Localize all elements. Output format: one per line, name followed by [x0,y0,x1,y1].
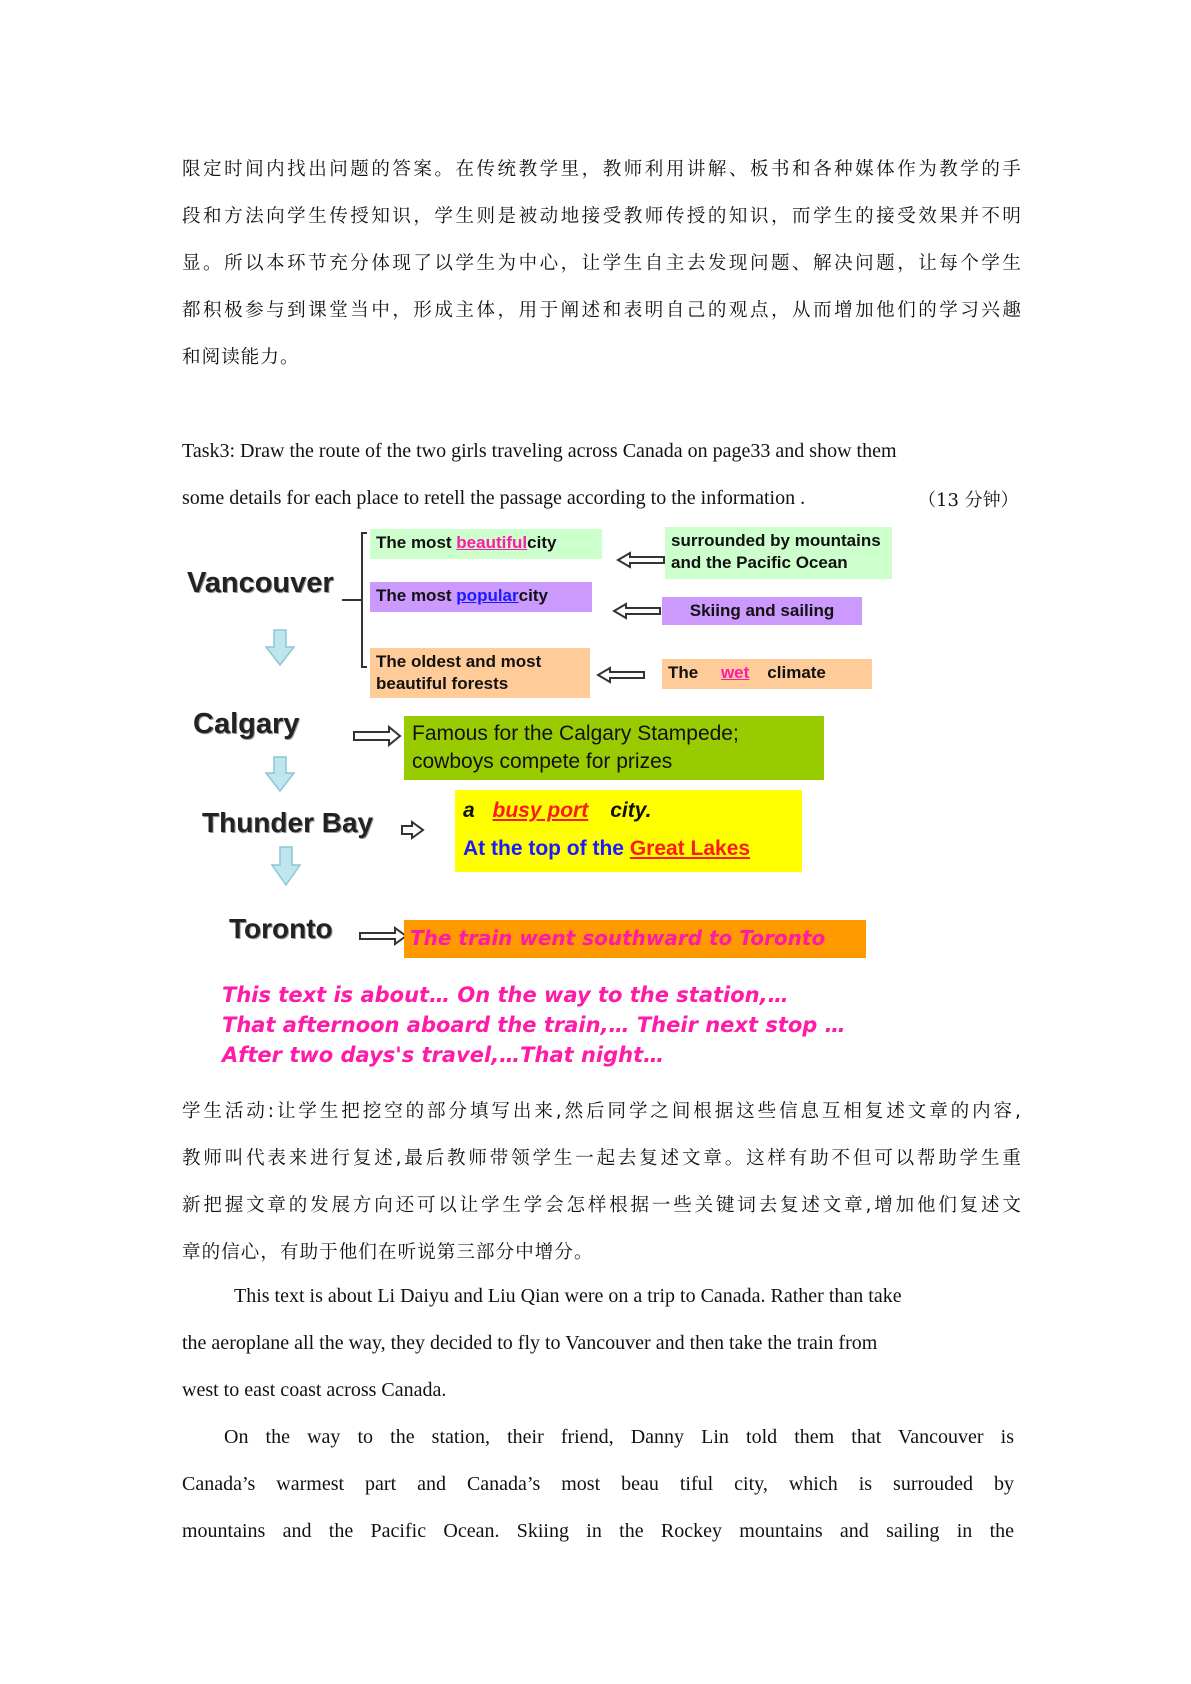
city-toronto: Toronto [229,913,333,944]
task-time: （13 分钟） [918,490,1019,511]
blank-beautiful: beautiful [456,533,528,552]
box-calgary: Famous for the Calgary Stampede; cowboys compete for prizes [404,716,824,780]
box-toronto: The train went southward to Toronto [404,920,866,958]
activity-line: 学生活动:让学生把挖空的部分填写出来,然后同学之间根据这些信息互相复述文章的内容, [182,1101,1022,1122]
blank-great-lakes: Great Lakes [629,837,751,860]
passage-line: mountains and the Pacific Ocean. Skiing in the Rockey mountains and sailing in the [182,1520,1014,1542]
route-diagram [182,525,902,1080]
passage-line: On the way to the station, their friend, Danny Lin told them that Vancouver is [224,1426,1014,1448]
tb-prefix-2: At the top of the [463,837,630,860]
tb-suffix-1: city. [610,799,652,822]
blank-popular: popular [456,586,519,605]
box-climate [662,659,872,689]
passage-line: This text is about Li Daiyu and Liu Qian were on a trip to Canada. Rather than take [234,1285,902,1307]
passage-line: the aeroplane all the way, they decided to fly to Vancouver and then take the train from [182,1332,878,1354]
box-suffix: city [527,533,557,552]
activity-line: 新把握文章的发展方向还可以让学生学会怎样根据一些关键词去复述文章,增加他们复述文 [182,1195,1022,1216]
box-thunder-bay [455,790,802,872]
activity-line: 章的信心，有助于他们在听说第三部分中增分。 [182,1242,594,1263]
box-suffix: city [518,586,548,605]
blank-busy-port: busy port [492,799,589,822]
summary-text: This text is about… On the way to the station,… That afternoon aboard the train,… Their next stop … After two days's travel,…That night… [222,983,846,1067]
city-thunder-bay: Thunder Bay [202,807,374,838]
intro-line: 段和方法向学生传授知识，学生则是被动地接受教师传授的知识，而学生的接受效果并不明 [182,206,1022,227]
city-vancouver: Vancouver [187,567,334,599]
tb-prefix-1: a [463,799,481,822]
blank-wet: wet [720,663,750,682]
city-calgary: Calgary [193,708,300,740]
intro-line: 和阅读能力。 [182,347,300,368]
activity-line: 教师叫代表来进行复述,最后教师带领学生一起去复述文章。这样有助不但可以帮助学生重 [182,1148,1022,1169]
task-line-1: Task3: Draw the route of the two girls traveling across Canada on page33 and show them [182,440,897,462]
box-most-beautiful [370,529,602,559]
thunder-bay-line-2 [463,830,794,868]
intro-line: 限定时间内找出问题的答案。在传统教学里，教师利用讲解、板书和各种媒体作为教学的手 [182,159,1022,180]
box-prefix: The [668,663,703,682]
box-prefix: The most [376,586,457,605]
box-oldest-forests: The oldest and most beautiful forests [370,648,590,698]
task-line-2: some details for each place to retell the passage according to the information . [182,487,806,509]
box-suffix: climate [767,663,826,682]
passage-line: Canada’s warmest part and Canada’s most beau tiful city, which is surrouded by [182,1473,1014,1495]
box-surrounded: surrounded by mountains and the Pacific Ocean [665,527,892,579]
intro-line: 都积极参与到课堂当中，形成主体，用于阐述和表明自己的观点，从而增加他们的学习兴趣 [182,300,1022,321]
passage-line: west to east coast across Canada. [182,1379,447,1401]
box-prefix: The most [376,533,457,552]
intro-line: 显。所以本环节充分体现了以学生为中心，让学生自主去发现问题、解决问题，让每个学生 [182,253,1022,274]
box-most-popular [370,582,592,612]
thunder-bay-line-1 [463,792,794,830]
box-skiing-sailing: Skiing and sailing [662,597,862,625]
